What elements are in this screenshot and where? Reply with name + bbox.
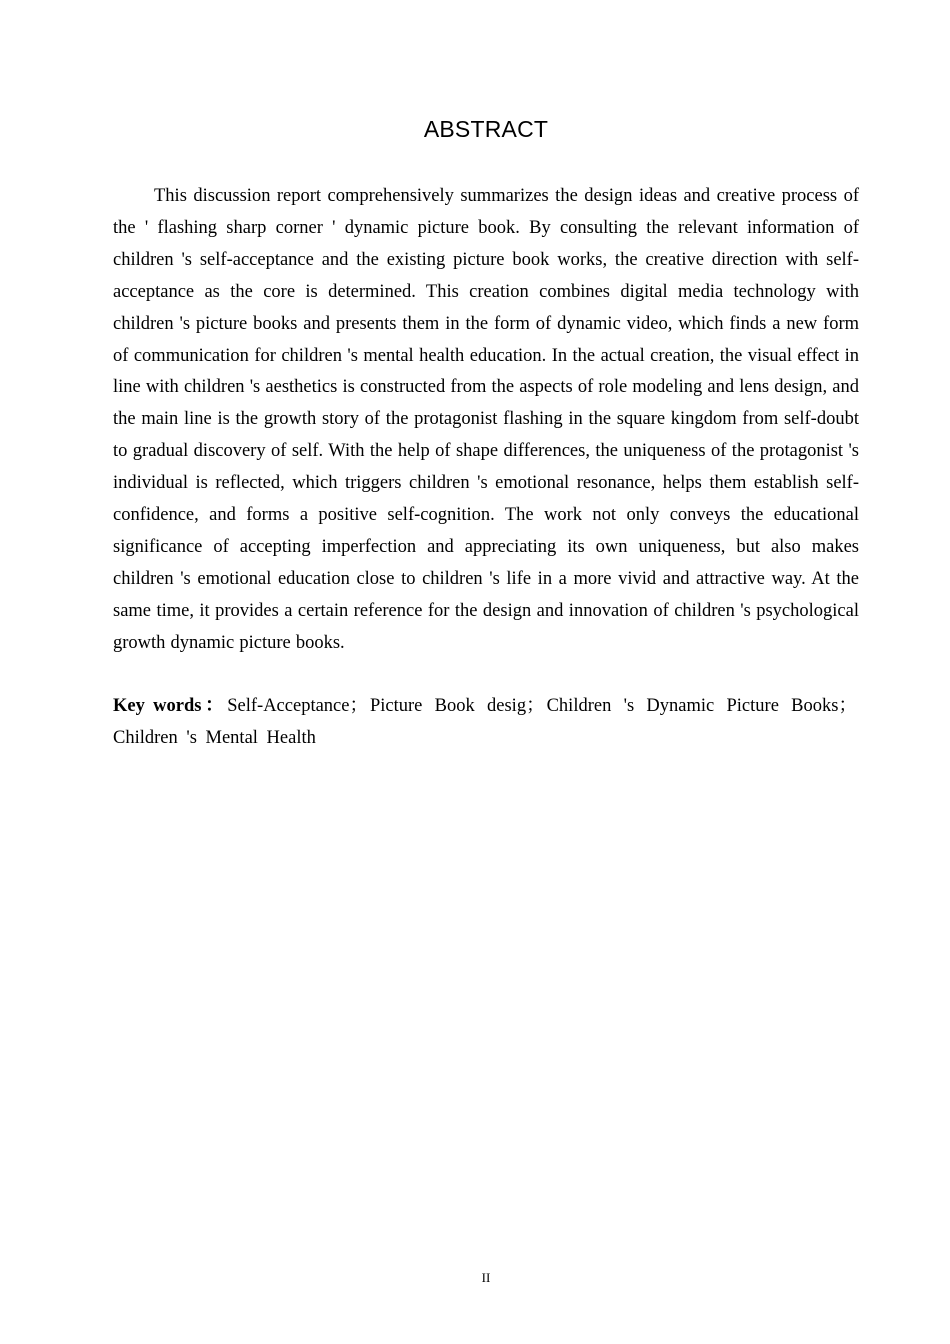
keywords-line [113,691,859,755]
page-number: II [481,1270,491,1285]
keyword-item: Picture Book desig [369,696,527,716]
abstract-title: ABSTRACT [423,116,549,142]
keyword-separator: ； [526,696,545,716]
keywords-label: Key words： [113,696,228,716]
keyword-item: Self-Acceptance [227,696,350,716]
keyword-separator: ； [838,696,857,716]
abstract-body: This discussion report comprehensively summarizes the design ideas and creative process of the ' flashing sharp corner ' dynamic picture book. By consulting the relevant information of children 's self-acceptance and the existing picture book works, the creative direction with self-acceptance as the core is determined. This creation combines digital media technology with children 's picture books and presents them in the form of dynamic video, which finds a new form of communication for children 's mental health education. In the actual creation, the visual effect in line with children 's aesthetics is constructed from the aspects of role modeling and lens design, and the main line is the growth story of the protagonist flashing in the square kingdom from self-doubt to gradual discovery of self. With the help of shape differences, the uniqueness of the protagonist 's individual is reflected, which triggers children 's emotional resonance, helps them establish self-confidence, and forms a positive self-cognition. The work not only conveys the educational significance of accepting imperfection and appreciating its own uniqueness, but also makes children 's emotional education close to children 's life in a more vivid and attractive way. At the same time, it provides a certain reference for the design and innovation of children 's psychological growth dynamic picture books. [113,186,859,653]
keyword-separator: ； [349,696,368,716]
keyword-item: Children 's Dynamic Picture Books [546,696,839,716]
keyword-item: Children 's Mental Health [113,727,316,748]
